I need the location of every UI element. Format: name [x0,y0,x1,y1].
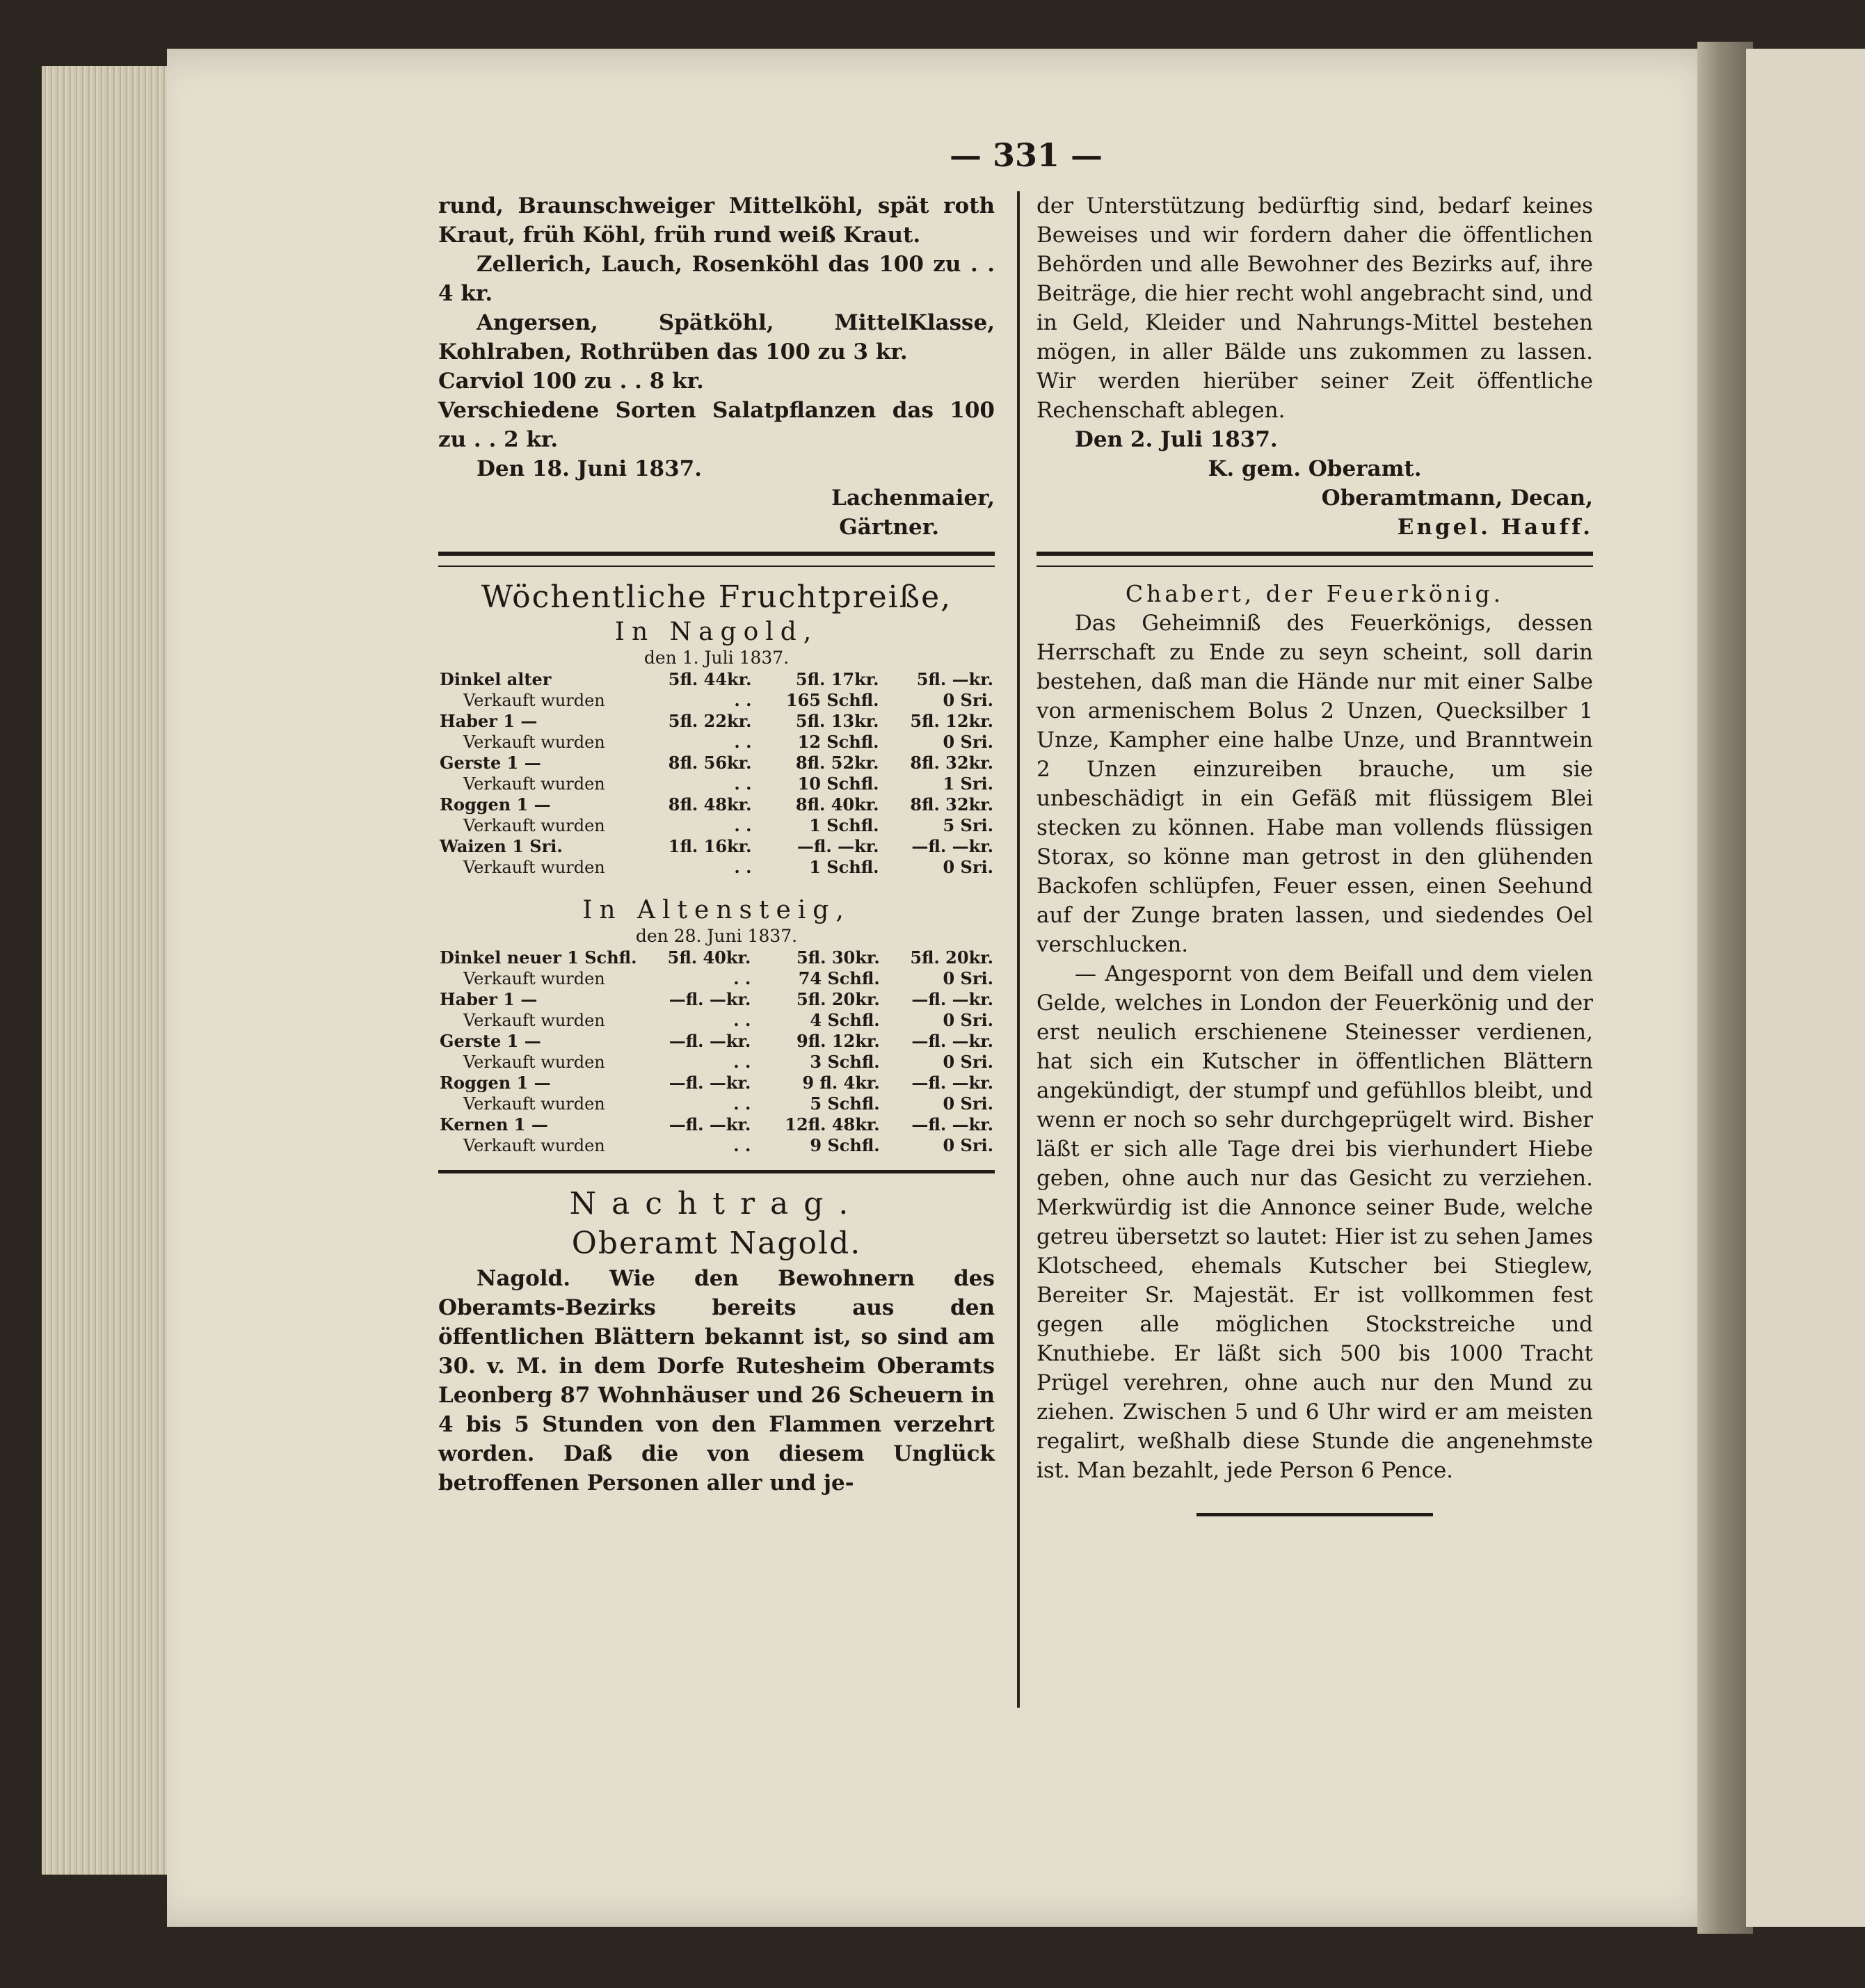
column-divider [1017,191,1020,1708]
price-value-2: 12 Schfl. [797,732,879,752]
price-value-1: . . [734,732,752,752]
price-value-2: 3 Schfl. [810,1052,880,1072]
section-rule [438,1170,995,1173]
price-value-1: . . [734,690,752,710]
price-row [438,711,995,732]
price-value-2: 12fl. 48kr. [785,1114,880,1135]
article-paragraph-2: — Angespornt von dem Beifall und dem vielen Gelde, welches in London der Feuerkönig und der erst neulich erschienene Steinesser verdienen, hat sich ein Kutscher in öffentlichen Blättern angekündigt, der stumpf und gefühllos bleibt, und wenn er noch so sehr durchgeprügelt wird. Bisher läßt er sich alle Tage drei bis vierhundert Hiebe geben, ohne auch nur das Gesicht zu verziehen. Merkwürdig ist die Annonce seiner Bude, welche getreu übersetzt so lautet: Hier ist zu sehen James Klotscheed, ehemals Kutscher bei Stieglew, Bereiter Sr. Majestät. Er ist vollkommen fest gegen alle möglichen Stockstreiche und Knuthiebe. Er läßt sich 500 bis 1000 Tracht Prügel verehren, ohne auch nur den Mund zu ziehen. Zwischen 5 und 6 Uhr wird er am meisten regalirt, weßhalb diese Stunde die angenehmste ist. Man bezahlt, jede Person 6 Pence. [1036,961,1593,1483]
appeal-titles: Oberamtmann, Decan, [1321,486,1593,511]
price-row-label: Verkauft wurden [463,732,605,752]
price-value-3: 0 Sri. [943,732,993,752]
price-row-label: Haber 1 — [440,711,538,731]
price-row [438,1114,995,1135]
price-value-3: 1 Sri. [943,773,993,794]
grain-prices-heading: Wöchentliche Fruchtpreiße, [481,579,952,615]
celery-price: Zellerich, Lauch, Rosenköhl das 100 zu . . 4 kr. [438,252,995,306]
price-row-label: Verkauft wurden [463,969,605,988]
appeal-date: Den 2. Juli 1837. [1075,427,1278,452]
price-row-label: Verkauft wurden [463,774,605,794]
price-value-1: . . [733,1010,751,1030]
price-value-2: 8fl. 40kr. [795,794,879,815]
price-row [438,1073,995,1093]
price-row [438,1093,995,1114]
price-value-2: 5 Schfl. [810,1093,880,1114]
price-value-1: 8fl. 48kr. [668,794,752,815]
price-row-label: Verkauft wurden [463,858,605,877]
price-value-2: 9 Schfl. [810,1135,880,1155]
price-row-label: Roggen 1 — [440,1073,551,1093]
price-row-label: Gerste 1 — [440,753,541,773]
article-title: Chabert, der Feuerkönig. [1125,580,1505,607]
price-value-2: 1 Schfl. [809,815,879,835]
price-row-label: Gerste 1 — [440,1031,541,1051]
price-value-2: 9fl. 12kr. [796,1031,880,1051]
price-row [438,773,995,794]
price-value-3: 8fl. 32kr. [910,794,993,815]
price-value-3: 0 Sri. [943,1010,993,1030]
section-rule [438,552,995,567]
price-value-3: 5fl. —kr. [916,669,993,689]
book-page-edges [42,66,174,1875]
price-row [438,753,995,773]
price-value-1: —fl. —kr. [669,1114,751,1135]
price-row [438,989,995,1010]
price-value-1: —fl. —kr. [669,1073,751,1093]
price-row-label: Verkauft wurden [463,1094,605,1114]
facing-page-edge [1746,49,1865,1927]
article-paragraph-1: Das Geheimniß des Feuerkönigs, dessen Herrschaft zu Ende zu seyn scheint, soll darin bestehen, daß man die Hände nur mit einer Salbe von armenischem Bolus 2 Unzen, Quecksilber 1 Unze, Kampher eine halbe Unze, und Branntwein 2 Unzen einzureiben brauche, um sie unbeschädigt in ein Gefäß mit flüssigem Blei stecken zu können. Habe man vollends flüssigen Storax, so könne man getrost in den glühenden Backofen schlüpfen, Feuer essen, einen Seehund auf der Zunge braten lassen, und siedendes Oel verschlucken. [1036,611,1593,957]
price-value-3: 5 Sri. [943,815,993,835]
price-row-label: Verkauft wurden [463,691,605,710]
price-value-1: —fl. —kr. [669,989,751,1009]
price-value-1: 5fl. 40kr. [667,947,751,968]
price-row-label: Dinkel neuer 1 Schfl. [440,947,637,968]
market-nagold-date: den 1. Juli 1837. [643,648,790,668]
section-rule [1036,552,1593,567]
price-value-3: 0 Sri. [943,857,993,877]
price-value-3: —fl. —kr. [911,989,993,1009]
price-value-1: 8fl. 56kr. [668,753,752,773]
price-value-1: —fl. —kr. [669,1031,751,1051]
price-value-2: 5fl. 17kr. [795,669,879,689]
price-value-2: 165 Schfl. [785,690,879,710]
price-value-1: . . [733,1052,751,1072]
price-row [438,968,995,989]
price-row-label: Verkauft wurden [463,816,605,835]
appeal-office: K. gem. Oberamt. [1208,456,1422,481]
gardener-title: Gärtner. [839,515,939,540]
price-value-2: 10 Schfl. [797,773,879,794]
price-value-2: 5fl. 30kr. [796,947,880,968]
price-row-label: Verkauft wurden [463,1052,605,1072]
price-value-1: 5fl. 22kr. [668,711,752,731]
price-row [438,947,995,968]
price-value-3: 8fl. 32kr. [910,753,993,773]
price-value-2: —fl. —kr. [797,836,879,856]
price-row [438,836,995,857]
market-altensteig-table [438,947,995,1156]
carviol-price: Carviol 100 zu . . 8 kr. [438,369,704,394]
price-value-3: 0 Sri. [943,968,993,988]
price-value-2: 74 Schfl. [798,968,880,988]
price-row-label: Kernen 1 — [440,1114,548,1135]
price-row [438,1052,995,1073]
salad-price: Verschiedene Sorten Salatpflanzen das 100 zu . . 2 kr. [438,398,995,452]
end-flourish [1196,1513,1433,1526]
price-value-3: 0 Sri. [943,1052,993,1072]
price-row-label: Waizen 1 Sri. [440,836,563,856]
price-value-3: —fl. —kr. [911,836,993,856]
nachtrag-heading: Nachtrag. [569,1186,864,1221]
price-value-2: 5fl. 20kr. [796,989,880,1009]
kohlrabi-price: Angersen, Spätköhl, MittelKlasse, Kohlraben, Rothrüben das 100 zu 3 kr. [438,310,995,364]
price-row-label: Verkauft wurden [463,1136,605,1155]
market-nagold-title: In Nagold, [614,618,819,646]
appeal-paragraph: der Unterstützung bedürftig sind, bedarf keines Beweises und wir fordern daher die öffentlichen Behörden und alle Bewohner des Bezirks auf, ihre Beiträge, die hier recht wohl angebracht sind, und in Geld, Kleider und Nahrungs-Mittel bestehen mögen, in aller Bälde uns zukommen zu lassen. Wir werden hierüber seiner Zeit öffentliche Rechenschaft ablegen. [1036,193,1593,423]
price-value-3: 5fl. 20kr. [910,947,993,968]
price-row [438,1031,995,1052]
price-row-label: Verkauft wurden [463,1011,605,1030]
price-value-2: 1 Schfl. [809,857,879,877]
price-value-2: 8fl. 52kr. [795,753,879,773]
price-value-2: 4 Schfl. [810,1010,880,1030]
price-row [438,857,995,878]
price-row [438,690,995,711]
page-number: — 331 — [949,136,1103,174]
price-value-3: —fl. —kr. [911,1031,993,1051]
price-value-1: 1fl. 16kr. [668,836,752,856]
left-column [438,191,995,1498]
price-value-3: —fl. —kr. [911,1073,993,1093]
price-value-1: . . [734,857,752,877]
nagold-notice: Nagold. Wie den Bewohnern des Oberamts-Bezirks bereits aus den öffentlichen Blättern bekannt ist, so sind am 30. v. M. in dem Dorfe Rutesheim Oberamts Leonberg 87 Wohnhäuser und 26 Scheuern in 4 bis 5 Stunden von den Flammen verzehrt worden. Daß die von diesem Unglück betroffenen Personen aller und je- [438,1266,995,1496]
market-altensteig-title: In Altensteig, [582,896,851,924]
price-row [438,732,995,753]
price-value-1: . . [733,1135,751,1155]
price-value-1: . . [733,1093,751,1114]
gardener-date: Den 18. Juni 1837. [477,456,703,481]
price-value-1: 5fl. 44kr. [668,669,752,689]
market-nagold-table [438,669,995,878]
appeal-names: Engel. Hauff. [1397,515,1593,540]
price-row-label: Haber 1 — [440,989,538,1009]
price-row-label: Dinkel alter [440,669,552,689]
price-value-2: 5fl. 13kr. [795,711,879,731]
price-value-3: 0 Sri. [943,1093,993,1114]
price-value-3: —fl. —kr. [911,1114,993,1135]
price-value-3: 0 Sri. [943,1135,993,1155]
price-value-1: . . [734,773,752,794]
price-value-3: 0 Sri. [943,690,993,710]
price-row-label: Roggen 1 — [440,794,551,815]
price-value-1: . . [733,968,751,988]
market-altensteig-date: den 28. Juni 1837. [635,926,798,946]
vegetable-list-para: rund, Braunschweiger Mittelköhl, spät roth Kraut, früh Köhl, früh rund weiß Kraut. [438,193,995,248]
price-value-3: 5fl. 12kr. [910,711,993,731]
gardener-signer: Lachenmaier, [831,486,995,511]
book-gutter [1697,42,1753,1934]
oberamt-heading: Oberamt Nagold. [571,1226,862,1261]
price-row [438,794,995,815]
price-row [438,669,995,690]
price-row [438,815,995,836]
price-value-1: . . [734,815,752,835]
right-column [1036,191,1593,1526]
price-row [438,1010,995,1031]
price-row [438,1135,995,1156]
price-value-2: 9 fl. 4kr. [802,1073,880,1093]
